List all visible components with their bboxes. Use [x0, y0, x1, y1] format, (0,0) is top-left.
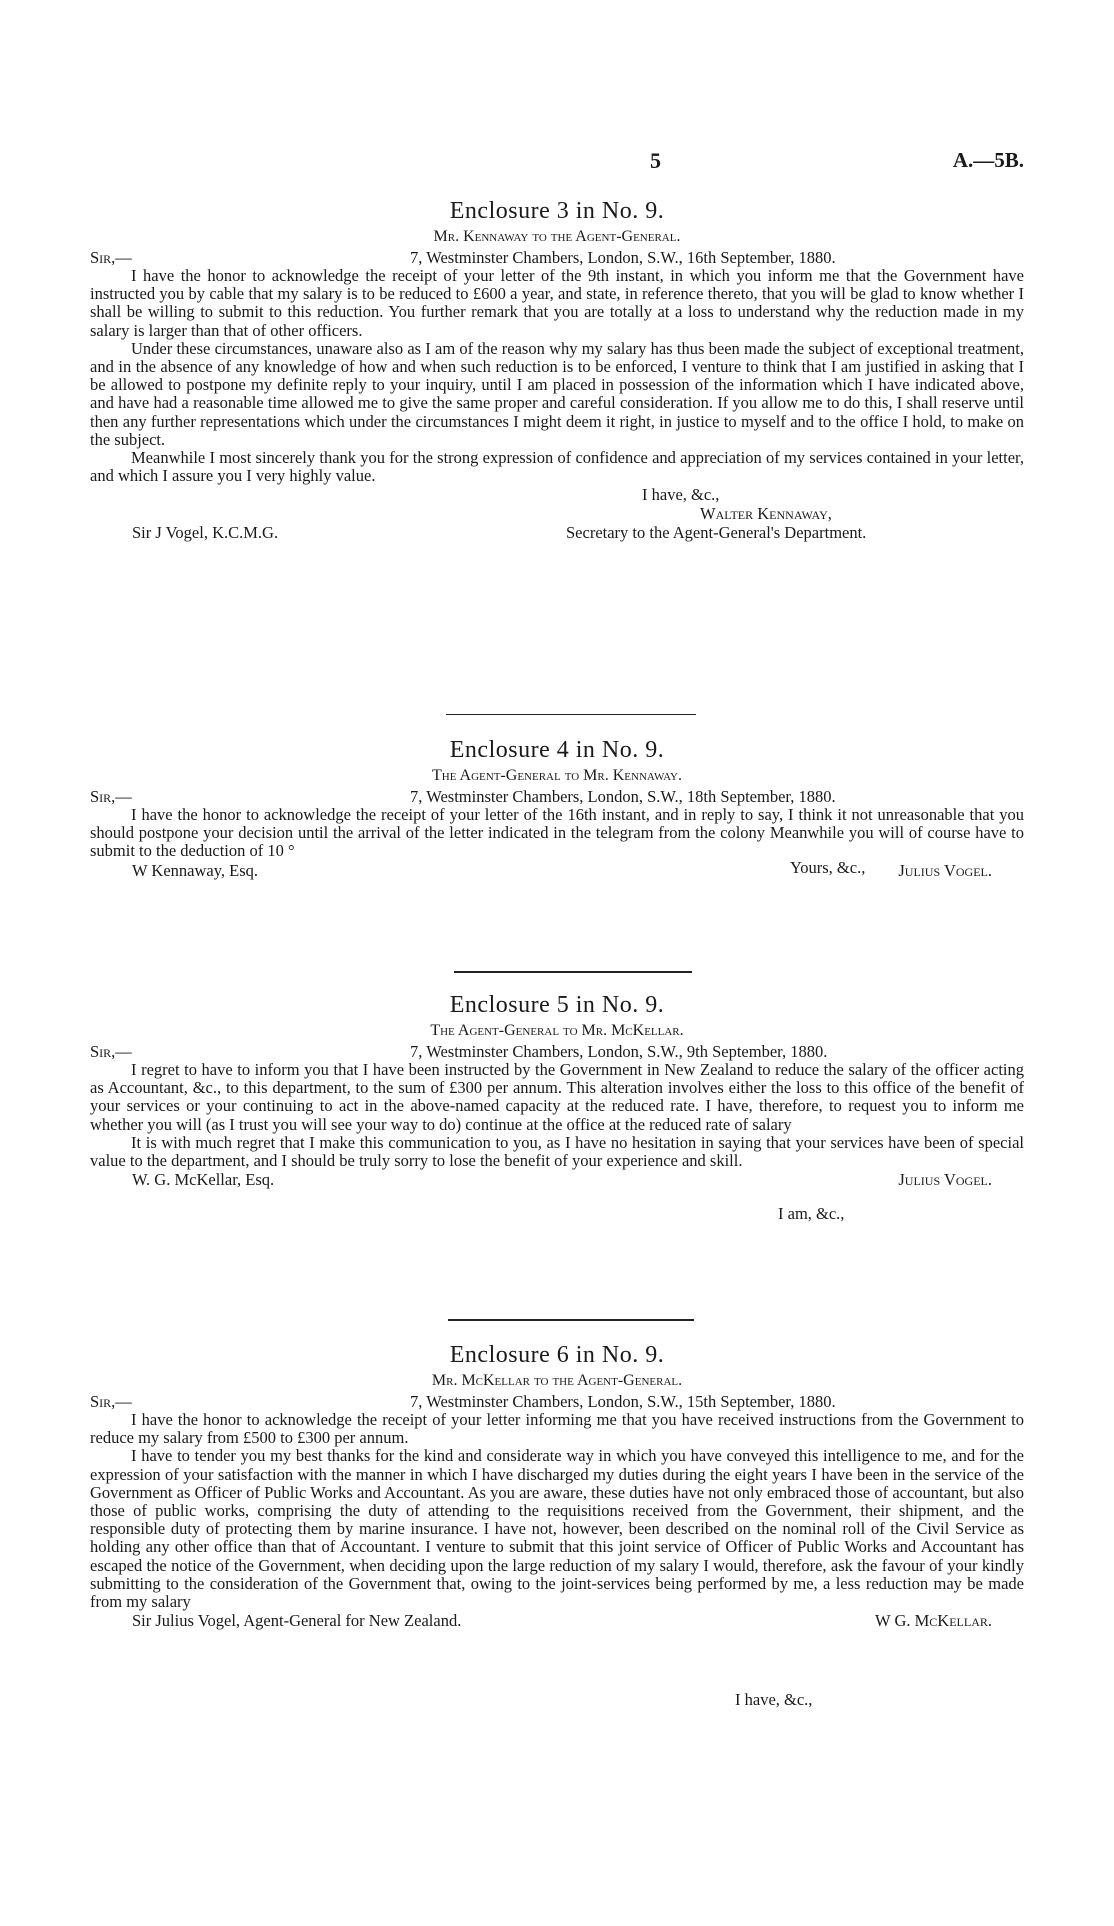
enclosure-title: Enclosure 5 in No. 9. [449, 992, 665, 1018]
closing: I have, &c., [735, 1690, 813, 1709]
signature-title: Secretary to the Agent-General's Department. [566, 523, 867, 543]
letter-address: 7, Westminster Chambers, London, S.W., 16th September, 1880. [410, 248, 836, 267]
salutation: Sir,— [90, 1392, 132, 1411]
paragraph: I have to tender you my best thanks for the kind and considerate way in which you have conveyed this intelligence to me, and for the expression of your satisfaction with the manner in which I have discharged my duties during the eight years I have been in the service of the Government as Officer of Public Works and Accountant. As you are aware, these duties have not only embraced those of accountant, but also those of public works, comprising the duty of attending to the requisitions received from the Government, their shipment, and the responsible duty of protecting them by marine insurance. I have not, however, been described on the nominal roll of the Civil Service as holding any other office than that of Accountant. I venture to submit that this joint service of Officer of Public Works and Accountant has escaped the notice of the Government, when deciding upon the large reduction of my salary I would, therefore, ask the favour of your kindly submitting to the consideration of the Government that, owing to the joint-services being performed by me, a less reduction may be made from my salary [90, 1446, 1024, 1612]
paragraph: It is with much regret that I make this communication to you, as I have no hesitation in saying that your services have been of special value to the department, and I should be truly sorry to lose the benefit of your experience and skill. [90, 1132, 1024, 1171]
paragraph: I have the honor to acknowledge the receipt of your letter of the 16th instant, and in reply to say, I think it not unreasonable that you should postpone your decision until the arrival of the letter indicated in the telegram from the colony Meanwhile you will of course have to submit to the deduction of 10 ° [90, 805, 1024, 861]
enclosure-title: Enclosure 6 in No. 9. [449, 1342, 665, 1368]
document-reference: A.—5B. [952, 148, 1024, 172]
salutation: Sir,— [90, 248, 132, 267]
paragraph: I have the honor to acknowledge the receipt of your letter informing me that you have received instructions from the Government to reduce my salary from £500 to £300 per annum. [90, 1410, 1024, 1448]
letter-address: 7, Westminster Chambers, London, S.W., 15th September, 1880. [410, 1392, 836, 1411]
enclosure-subtitle: The Agent-General to Mr. Kennaway. [432, 767, 682, 784]
paragraph: I regret to have to inform you that I have been instructed by the Government in New Zealand to reduce the salary of the officer acting as Accountant, &c., to this department, to the sum of £300 per annum. This alteration involves either the loss to this office of the benefit of your services or your continuing to act in the above-named capacity at the reduced rate. I have, therefore, to request you to inform me whether you will (as I trust you will see your way to do) continue at the office at the reduced rate of salary [90, 1060, 1024, 1134]
divider-rule [454, 971, 692, 973]
letter-body [90, 806, 1024, 861]
signature: W G. McKellar. [875, 1611, 992, 1631]
closing: I am, &c., [778, 1204, 845, 1223]
signature: Julius Vogel. [898, 1170, 992, 1190]
letter-address: 7, Westminster Chambers, London, S.W., 9th September, 1880. [410, 1042, 828, 1061]
letter-address: 7, Westminster Chambers, London, S.W., 18th September, 1880. [410, 787, 836, 806]
enclosure-subtitle: Mr. Kennaway to the Agent-General. [433, 228, 681, 245]
signature: Walter Kennaway, [700, 504, 832, 524]
addressee: Sir Julius Vogel, Agent-General for New Zealand. [132, 1611, 462, 1631]
addressee: W. G. McKellar, Esq. [132, 1170, 275, 1190]
letter-body [90, 1061, 1024, 1170]
enclosure-3 [90, 196, 1024, 542]
enclosure-5 [90, 990, 1024, 1223]
divider-rule [446, 714, 696, 715]
letter-body [90, 267, 1024, 485]
paragraph: Meanwhile I most sincerely thank you for the strong expression of confidence and appreciation of my services contained in your letter, and which I assure you I very highly value. [90, 448, 1024, 486]
addressee: W Kennaway, Esq. [132, 860, 259, 880]
letter-body [90, 1411, 1024, 1611]
page-number: 5 [650, 148, 661, 173]
enclosure-title: Enclosure 4 in No. 9. [449, 737, 665, 763]
salutation: Sir,— [90, 1042, 132, 1061]
divider-rule [448, 1319, 694, 1321]
signature: Julius Vogel. [898, 860, 992, 880]
closing: Yours, &c., [790, 858, 866, 877]
salutation: Sir,— [90, 787, 132, 806]
enclosure-4 [90, 735, 1024, 880]
paragraph: Under these circumstances, unaware also as I am of the reason why my salary has thus been made the subject of exceptional treatment, and in the absence of any knowledge of how and when such reduction is to be enforced, I venture to think that I am justified in asking that I be allowed to postpone my definite reply to your inquiry, until I am placed in possession of the information which I have indicated above, and have had a reasonable time allowed me to give the same proper and careful consideration. If you allow me to do this, I shall reserve until then any further representations which under the circumstances I might deem it right, in justice to myself and to the office I hold, to make on the subject. [90, 338, 1024, 449]
enclosure-6 [90, 1340, 1024, 1709]
enclosure-title: Enclosure 3 in No. 9. [449, 198, 665, 224]
paragraph: I have the honor to acknowledge the receipt of your letter of the 9th instant, in which you inform me that the Government have instructed you by cable that my salary is to be reduced to £600 a year, and state, in reference thereto, that you will be glad to know whether I shall be willing to submit to this reduction. You further remark that you are totally at a loss to understand why the reduction made in my salary is larger than that of other officers. [90, 266, 1024, 340]
addressee: Sir J Vogel, K.C.M.G. [132, 523, 279, 543]
enclosure-subtitle: The Agent-General to Mr. McKellar. [430, 1022, 684, 1039]
enclosure-subtitle: Mr. McKellar to the Agent-General. [431, 1372, 683, 1389]
closing: I have, &c., [642, 485, 720, 505]
